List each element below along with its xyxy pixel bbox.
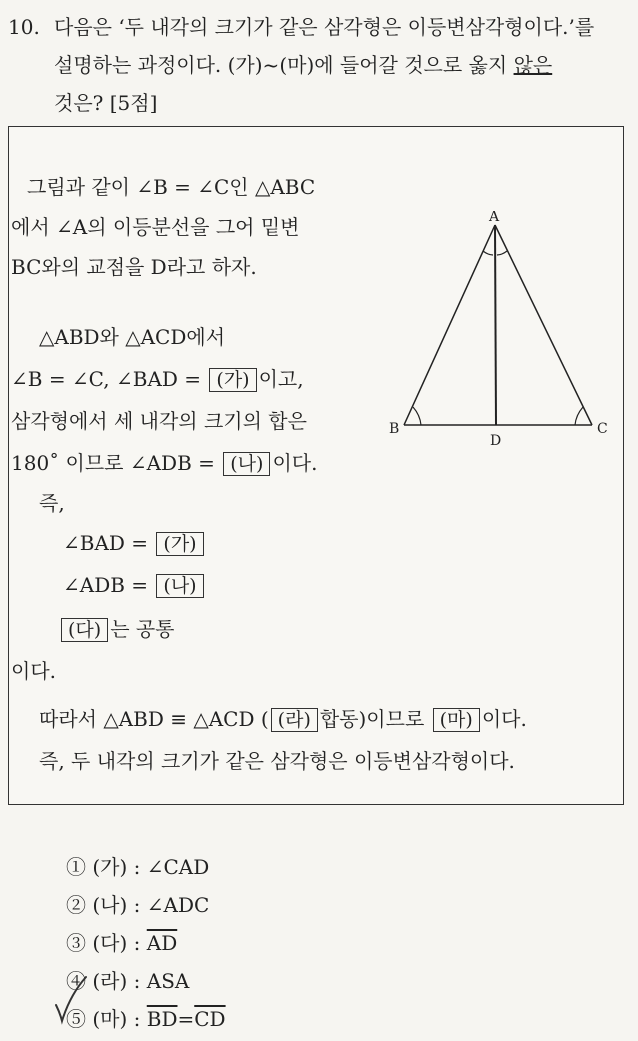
conclusion-mid: 합동)이므로 — [319, 707, 425, 731]
choice-answer-bd: $\overline{BD}$ — [146, 1007, 178, 1031]
label-a: A — [489, 211, 500, 225]
adb-text: 180˚ 이므로 ∠ADB = — [11, 451, 222, 475]
blank-na: (나) — [223, 452, 270, 476]
angle-mark-cad — [497, 251, 507, 255]
choice-eq: = — [177, 1007, 195, 1031]
label-c: C — [597, 421, 608, 437]
adb-repeat-line — [63, 571, 206, 599]
label-b: B — [389, 421, 400, 437]
intro-line-2: 에서 ∠A의 이등분선을 그어 밑변 — [11, 215, 300, 239]
choice-answer: ASA — [146, 969, 190, 993]
question-line-2 — [54, 46, 629, 84]
blank-ra: (라) — [271, 708, 318, 732]
blank-ma: (마) — [433, 708, 480, 732]
triangle-compare-line: △ABD와 △ACD에서 — [39, 325, 226, 349]
choice-mark: ② — [66, 893, 86, 917]
angle-sum-line: 삼각형에서 세 내각의 크기의 합은 — [11, 409, 307, 433]
label-d: D — [490, 433, 502, 449]
final-line: 즉, 두 내각의 크기가 같은 삼각형은 이등변삼각형이다. — [39, 749, 515, 773]
blank-ga: (가) — [209, 368, 256, 392]
angle-equal-suffix: 이고, — [258, 367, 304, 391]
question-text — [54, 8, 629, 122]
triangle-diagram — [389, 211, 619, 451]
triangle-figure — [389, 211, 619, 451]
choice-mark: ⑤ — [66, 1007, 86, 1031]
angle-equal-text: ∠B = ∠C, ∠BAD = — [11, 367, 208, 391]
angle-mark-c — [575, 407, 583, 425]
adb-repeat-text: ∠ADB = — [63, 573, 155, 597]
so-line: 즉, — [39, 491, 65, 515]
choice-key: (다) — [92, 931, 128, 955]
choice-sep: : — [127, 969, 147, 993]
choice-1[interactable] — [66, 848, 226, 886]
choice-sep: : — [127, 893, 147, 917]
choice-3[interactable] — [66, 924, 226, 962]
question-line-1: 다음은 ‘두 내각의 크기가 같은 삼각형은 이등변삼각형이다.’를 — [54, 15, 595, 39]
choice-2[interactable] — [66, 886, 226, 924]
common-line — [59, 615, 175, 643]
blank-da: (다) — [61, 618, 108, 642]
conclusion-text: 따라서 △ABD ≡ △ACD ( — [39, 707, 269, 731]
choice-sep: : — [127, 855, 147, 879]
blank-na-2: (나) — [156, 574, 203, 598]
side-ab — [404, 225, 495, 425]
idda-line: 이다. — [11, 659, 56, 683]
bad-line — [63, 529, 206, 557]
adb-suffix: 이다. — [272, 451, 318, 475]
blank-ga-2: (가) — [156, 532, 203, 556]
question-number: 10. — [8, 15, 40, 39]
proof-box — [8, 126, 624, 805]
choice-mark: ③ — [66, 931, 86, 955]
choice-mark: ① — [66, 855, 86, 879]
common-text: 는 공통 — [110, 617, 175, 641]
choice-sep: : — [127, 931, 147, 955]
question-line-2-text: 설명하는 과정이다. (가)~(마)에 들어갈 것으로 옳지 — [54, 53, 514, 77]
choice-answer-cd: $\overline{CD}$ — [194, 1007, 226, 1031]
choice-answer: ∠CAD — [146, 855, 210, 879]
adb-line — [11, 449, 317, 477]
conclusion-suffix: 이다. — [481, 707, 527, 731]
underlined-not: 않은 — [513, 53, 553, 77]
choice-sep: : — [127, 1007, 147, 1031]
angle-mark-b — [413, 407, 421, 425]
choice-key: (가) — [92, 855, 128, 879]
choice-key: (나) — [92, 893, 128, 917]
bad-text: ∠BAD = — [63, 531, 155, 555]
side-ac — [495, 225, 592, 425]
choice-key: (라) — [92, 969, 128, 993]
intro-line-1: 그림과 같이 ∠B = ∠C인 △ABC — [27, 175, 316, 199]
choice-answer: $\overline{AD}$ — [146, 931, 178, 955]
intro-line-3: BC와의 교점을 D라고 하자. — [11, 255, 257, 279]
choice-mark: ④ — [66, 969, 86, 993]
question-line-3: 것은? [5점] — [54, 91, 158, 115]
check-mark-icon — [52, 965, 92, 1025]
angle-mark-bad — [483, 251, 493, 255]
conclusion-line — [39, 705, 527, 733]
angle-equal-line — [11, 365, 304, 393]
choice-answer: ∠ADC — [146, 893, 210, 917]
bisector-ad — [495, 225, 496, 425]
choice-key: (마) — [92, 1007, 128, 1031]
